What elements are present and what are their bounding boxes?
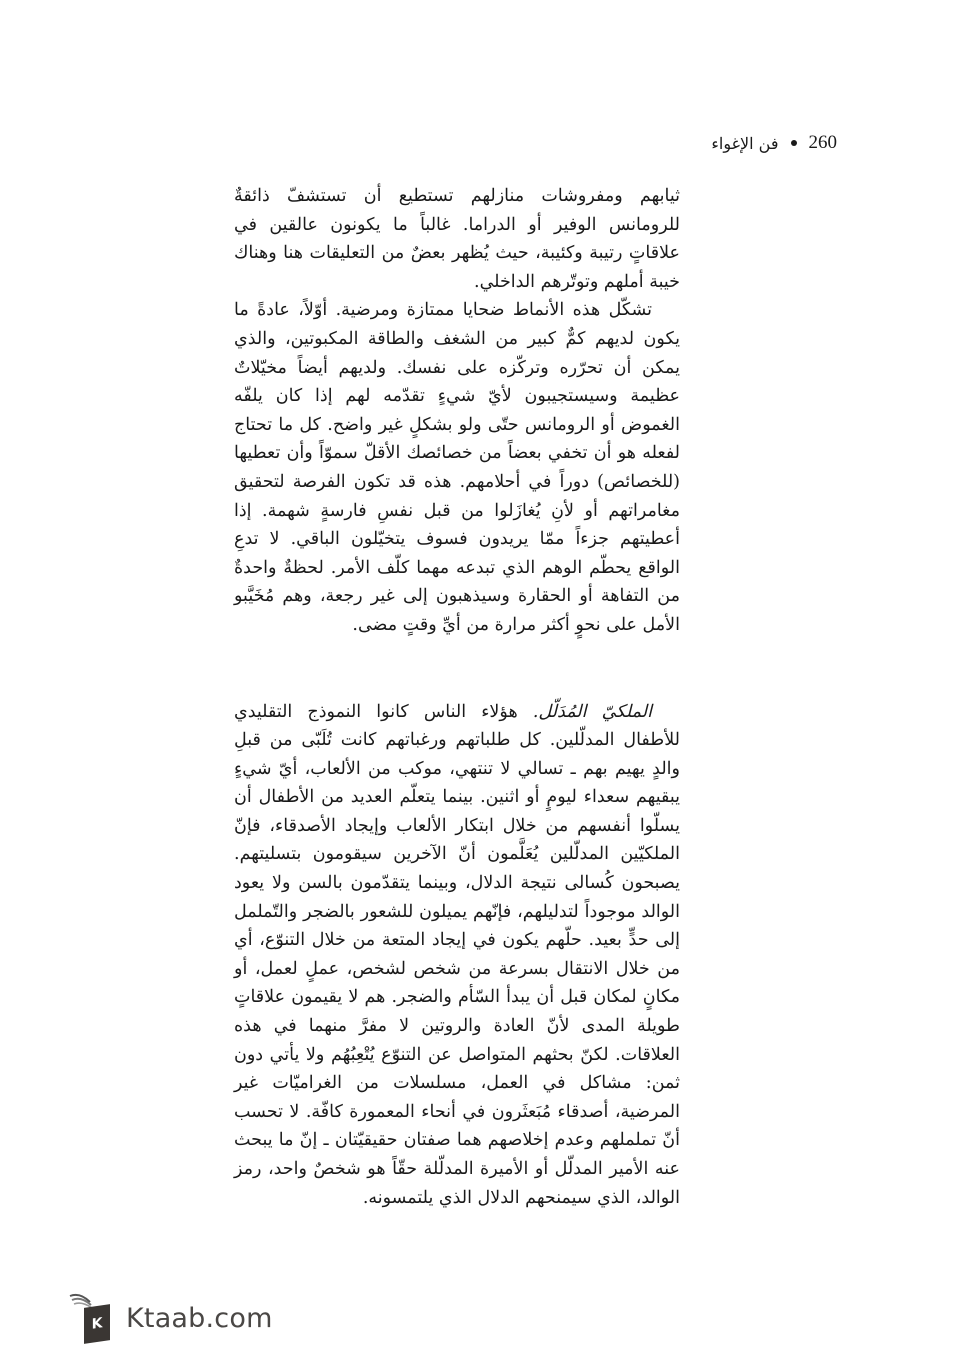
page-header [711, 132, 837, 154]
logo-book-cover: K [84, 1304, 110, 1344]
page-number: 260 [808, 132, 837, 153]
book-logo-icon [62, 1290, 112, 1346]
bullet-icon [791, 140, 797, 146]
section-term: الملكيّ المُدَلّل. [532, 701, 652, 722]
body-text [234, 182, 680, 1212]
paragraph-victims: تشكّل هذه الأنماط ضحايا ممتازة ومرضية. أوّلاً، عادةً ما يكون لديهم كمٌّ كبير من الشغف والطاقة المكبوتين، والذي يمكن أن تحرّره وتركّزه على نفسك. ولديهم أيضاً مخيّلاتٌ عظيمة وسيستجيبون لأيّ شيءٍ تقدّمه لهم إذا كان يلفّه الغموض أو الرومانس حتّى ولو بشكلٍ غير واضح. كل ما تحتاج لفعله هو أن تخفي بعضاً من خصائصك الأقلّ سموّاً وأن تعطيها (للخصائص) دوراً في أحلامهم. هذه قد تكون الفرصة لتحقيق مغامراتهم أو لأنِ يُغازَلوا من قبل نفسِ فارسةٍ شهمة. إذا أعطيتهم جزءاً ممّا يريدون فسوف يتخيّلون الباقي. لا تدعِ الواقع يحطّم الوهم الذي تبدعه مهما كلّف الأمر. لحظةٌ واحدةٌ من التفاهة أو الحقارة وسيذهبون إلى غير رجعة، وهم مُخَيَّبو الأمل على نحوٍ أكثر مرارة من أيِّ وقتٍ مضى. [234, 300, 680, 635]
logo-text: Ktaab.com [126, 1302, 273, 1334]
paragraph-continuation: ثيابهم ومفروشات منازلهم تستطيع أن تستشفّ ذائقةٌ للرومانس الوفير أو الدراما. غالباً ما يكونون عالقين في علاقاتٍ رتيبة وكئيبة، حيث يُظهر بعضٌ من التعليقات هنا وهناك خيبة أملهم وتوتّرهم الداخلي. [234, 186, 680, 292]
section-divider [234, 640, 680, 698]
section-body: هؤلاء الناس كانوا النموذج التقليدي للأطفال المدلّلين. كل طلباتهم ورغباتهم كانت تُلَبّى من قبلِ والدٍ يهيم بهم ـ تسالي لا تنتهي، موكب من الألعاب، أيّ شيءٍ يبقيهم سعداء ليومٍ أو اثنين. بينما يتعلّم العديد من الأطفال أن يسلّوا أنفسهم من خلال ابتكار الألعاب وإيجاد الأصدقاء، فإنّ الملكيّين المدلّلين يُعَلَّمون أنّ الآخرين سيقومون بتسليتهم. يصبحون كُسالى نتيجة الدلال، وبينما يتقدّمون بالسن ولا يعود الوالد موجوداً لتدليلهم، فإنّهم يميلون للشعور بالضجر والتّململ إلى حدٍّ بعيد. حلّهم يكون في إيجاد المتعة من خلال التنوّع، أي من خلال الانتقال بسرعة من شخص لشخص، عملٍ لعمل، أو مكانٍ لمكان قبل أن يبدأ السّأم والضجر. هم لا يقيمون علاقاتٍ طويلة المدى لأنّ العادة والروتين لا مفرَّ منهما في هذه العلاقات. لكنّ بحثهم المتواصل عن التنوّع يُتْعِبُهُم ولا يأتي دون ثمن: مشاكل في العمل، مسلسلات من الغراميّات غير المرضية، أصدقاء مُبَعثَرون في أنحاء المعمورة كافّة. لا تحسب أنّ تململهم وعدم إخلاصهم هما صفتان حقيقيّتان ـ إنّ ما يبحث عنه الأمير المدلّل أو الأميرة المدلّلة حقّاً هو شخصٌ واحد، رمز الوالد، الذي سيمنحهم الدلال الذي يلتمسونه. [234, 701, 680, 1208]
publisher-logo[interactable] [62, 1290, 273, 1346]
running-title: فن الإغواء [711, 133, 779, 153]
paragraph-spoiled-royal [234, 698, 680, 1213]
